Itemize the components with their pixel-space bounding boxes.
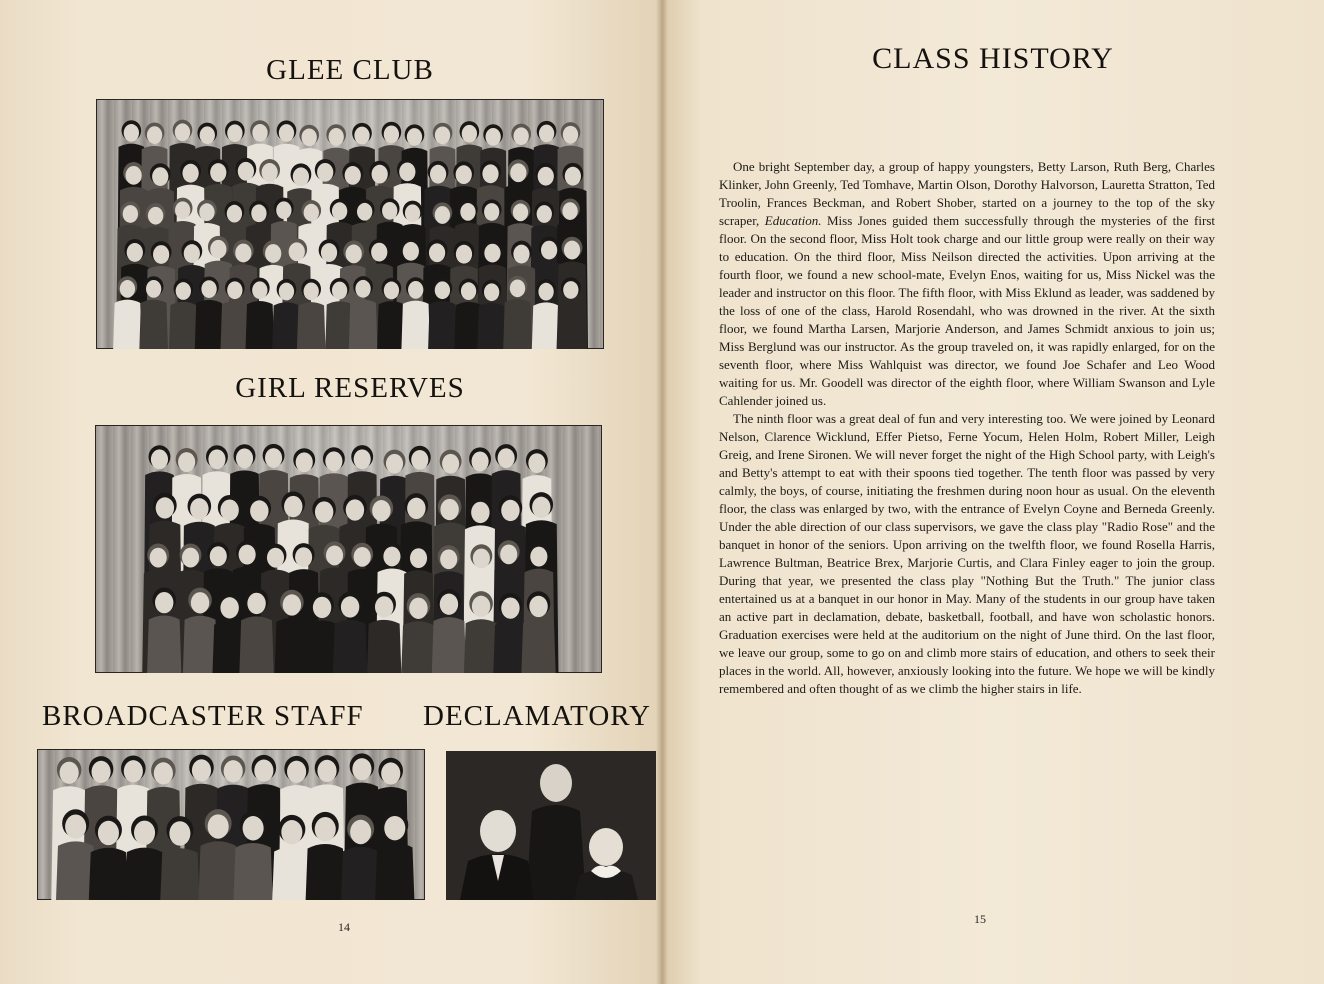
history-p1-part1: One bright September day, a group of happy youngsters, Betty Larson, Ruth Berg, Charles Klinker, John Greenly, Ted Tomhave, Martin Olson, Dorothy Halvorson, Lauretta Stratton, Ted Troolin, Frances Beckman, and Robert Shober, started on a journey to the top of the sky scraper, bbox=[719, 159, 1215, 228]
page-number-right: 15 bbox=[974, 912, 986, 926]
declamatory-heading: DECLAMATORY bbox=[423, 700, 651, 732]
history-paragraph-1 bbox=[719, 158, 1215, 410]
history-paragraph-2: The ninth floor was a great deal of fun and very interesting too. We were joined by Leonard Nelson, Clarence Wicklund, Effer Pietso, Ferne Yocum, Helen Holm, Robert Miller, Leigh Greig, and Irene Sironen. We will never forget the night of the High School party, with Leigh's and Betty's attempt to eat with their spoons tied together. The tenth floor was passed by very calmly, the boys, of course, initiating the freshmen during noon hour as usual. On the eleventh floor, the class was enlarged by two, with the entrance of Evelyn Coyne and Berneda Greenly. Under the able direction of our class supervisors, we gave the class play "Radio Rose" and the banquet in honor of the seniors. Upon arriving on the twelfth floor, we found Rosella Harris, Lawrence Bultman, Beatrice Brex, Marjorie Curtis, and Clara Finley eager to join the group. During that year, we presented the class play "Nothing But the Truth." The junior class entertained us at a banquet in our honor in May. Many of the students in our group have taken an active part in declamation, debate, basketball, football, and have won scholastic honors. Graduation exercises were held at the auditorium on the night of June third. On the last floor, we leave our group, some to go on and climb more stairs of education, and others to seek their places in the world. All, however, anxiously looking into the future. We hope we will be kindly remembered and often thought of as we climb the higher stairs in life. bbox=[719, 411, 1215, 696]
history-p1-part2: Miss Jones guided them successfully through the mysteries of the first floor. On the second floor, Miss Holt took charge and our little group were really on their way to education. On the third floor, Miss Neilson directed the activities. Upon arriving at the fourth floor, we found a new school-mate, Evelyn Enos, waiting for us, Miss Nickel was the leader and instructor on this floor. The fifth floor, with Miss Eklund as leader, was saddened by the loss of one of the class, Harold Rosendahl, who was drowned in the river. At the sixth floor, we found Martha Larsen, Marjorie Anderson, and James Schmidt anxious to join us; Miss Berglund was our instructor. As the group traveled on, it was rapidly enlarged, for on the seventh floor, where Miss Wahlquist was director, we found Joe Schafer and Leo Wood waiting for us. Mr. Goodell was director of the eighth floor, where William Swanson and Lyle Cahlender joined us. bbox=[719, 213, 1216, 408]
page-number-left: 14 bbox=[338, 920, 350, 934]
girl-reserves-heading: GIRL RESERVES bbox=[235, 372, 465, 404]
class-history-text bbox=[719, 158, 1215, 698]
declamatory-photo bbox=[446, 751, 656, 900]
book-gutter bbox=[656, 0, 668, 984]
class-history-title: CLASS HISTORY bbox=[872, 42, 1114, 75]
glee-club-heading: GLEE CLUB bbox=[266, 54, 434, 86]
girl-reserves-photo bbox=[95, 425, 602, 673]
history-p1-emphasis: Education. bbox=[764, 213, 822, 228]
broadcaster-staff-photo bbox=[37, 749, 425, 900]
broadcaster-staff-heading: BROADCASTER STAFF bbox=[42, 700, 364, 732]
glee-club-photo bbox=[96, 99, 604, 349]
